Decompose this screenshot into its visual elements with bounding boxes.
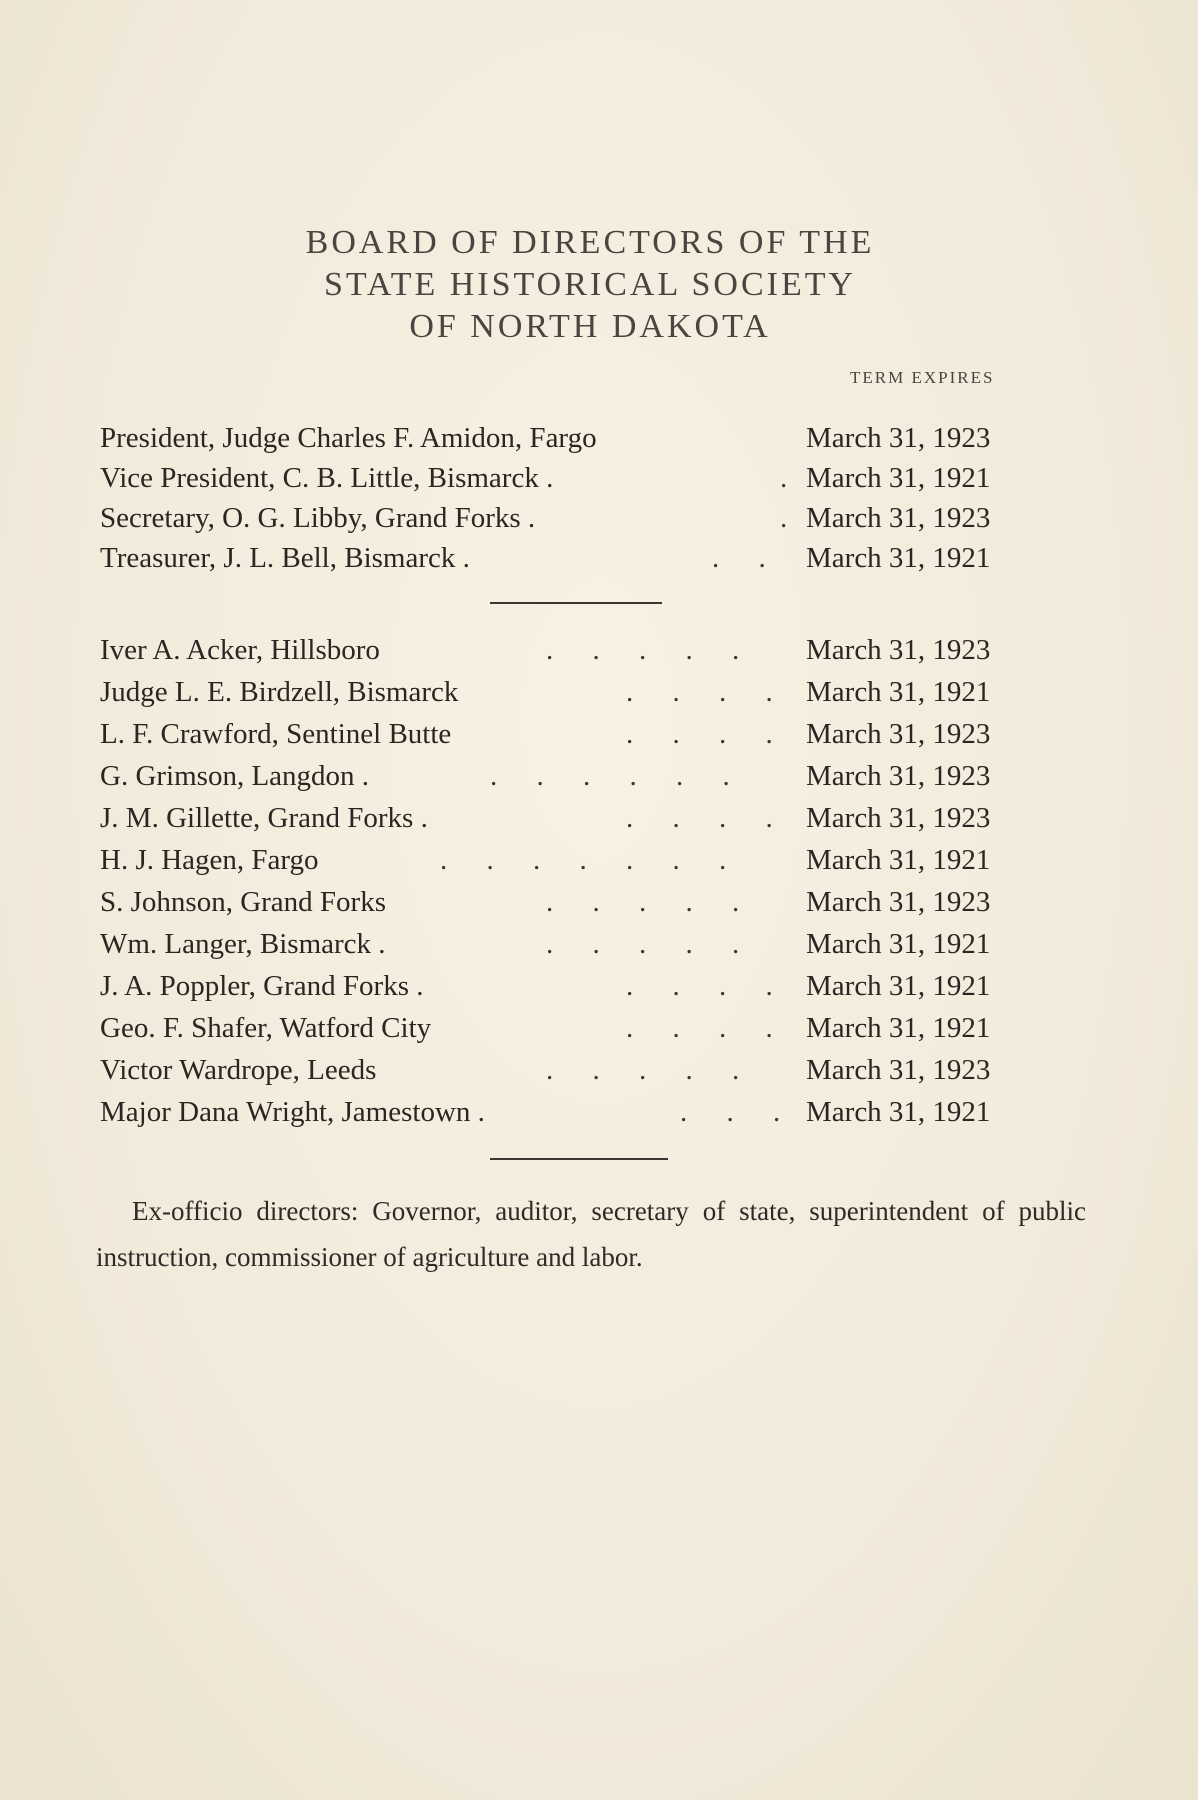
director-name: Victor Wardrope, Leeds bbox=[100, 1054, 377, 1086]
section-divider bbox=[490, 602, 662, 604]
title-line-1: BOARD OF DIRECTORS OF THE bbox=[305, 224, 875, 261]
director-row bbox=[100, 756, 1080, 796]
term-date: March 31, 1921 bbox=[806, 1012, 991, 1044]
term-expires-header: TERM EXPIRES bbox=[850, 368, 995, 387]
term-date: March 31, 1921 bbox=[806, 928, 991, 960]
title-line-2: STATE HISTORICAL SOCIETY bbox=[323, 266, 857, 303]
page-title bbox=[150, 222, 1030, 348]
term-date: March 31, 1923 bbox=[806, 886, 991, 918]
term-date: March 31, 1921 bbox=[806, 844, 991, 876]
director-name: Major Dana Wright, Jamestown . bbox=[100, 1096, 485, 1128]
term-date: March 31, 1923 bbox=[806, 760, 991, 792]
officer-row bbox=[100, 458, 1080, 498]
director-row bbox=[100, 840, 1080, 880]
director-name: L. F. Crawford, Sentinel Butte bbox=[100, 718, 452, 750]
section-divider bbox=[490, 1158, 668, 1160]
term-date: March 31, 1923 bbox=[806, 502, 991, 534]
term-date: March 31, 1923 bbox=[806, 1054, 991, 1086]
director-row bbox=[100, 966, 1080, 1006]
dot-leader: . . bbox=[712, 542, 766, 574]
dot-leader: . . . . . . bbox=[490, 760, 730, 792]
director-name: Wm. Langer, Bismarck . bbox=[100, 928, 386, 960]
dot-leader: . bbox=[780, 462, 788, 494]
dot-leader: . . . . . bbox=[546, 928, 740, 960]
title-line-3: OF NORTH DAKOTA bbox=[409, 308, 771, 345]
officer-name: Vice President, C. B. Little, Bismarck . bbox=[100, 462, 554, 494]
dot-leader: . . . . bbox=[626, 802, 773, 834]
director-name: S. Johnson, Grand Forks bbox=[100, 886, 386, 918]
director-name: G. Grimson, Langdon . bbox=[100, 760, 370, 792]
director-row bbox=[100, 1008, 1080, 1048]
term-date: March 31, 1921 bbox=[806, 1096, 991, 1128]
ex-officio-note: Ex-officio directors: Governor, auditor, secretary of state, superintendent of public instruction, commissioner of agriculture and labor. bbox=[96, 1196, 1086, 1272]
dot-leader: . . . . bbox=[626, 1012, 773, 1044]
term-date: March 31, 1921 bbox=[806, 676, 991, 708]
dot-leader: . . . . . . . bbox=[440, 844, 727, 876]
director-row bbox=[100, 798, 1080, 838]
officer-row bbox=[100, 418, 1080, 458]
term-date: March 31, 1923 bbox=[806, 634, 991, 666]
director-name: Judge L. E. Birdzell, Bismarck bbox=[100, 676, 459, 708]
director-row bbox=[100, 882, 1080, 922]
term-date: March 31, 1921 bbox=[806, 542, 991, 574]
term-date: March 31, 1923 bbox=[806, 718, 991, 750]
director-row bbox=[100, 714, 1080, 754]
dot-leader: . . . . bbox=[626, 970, 773, 1002]
director-row bbox=[100, 1092, 1080, 1132]
term-date: March 31, 1923 bbox=[806, 422, 991, 454]
director-name: H. J. Hagen, Fargo bbox=[100, 844, 319, 876]
director-name: Iver A. Acker, Hillsboro bbox=[100, 634, 380, 666]
dot-leader: . . . . bbox=[626, 718, 773, 750]
term-date: March 31, 1921 bbox=[806, 970, 991, 1002]
dot-leader: . bbox=[780, 502, 788, 534]
officer-row bbox=[100, 538, 1080, 578]
dot-leader: . . . . . bbox=[546, 1054, 740, 1086]
director-name: J. M. Gillette, Grand Forks . bbox=[100, 802, 428, 834]
officer-name: President, Judge Charles F. Amidon, Fargo bbox=[100, 422, 597, 454]
term-date: March 31, 1921 bbox=[806, 462, 991, 494]
director-row bbox=[100, 924, 1080, 964]
dot-leader: . . . . . bbox=[546, 886, 740, 918]
officer-name: Treasurer, J. L. Bell, Bismarck . bbox=[100, 542, 470, 574]
director-name: Geo. F. Shafer, Watford City bbox=[100, 1012, 432, 1044]
dot-leader: . . . . bbox=[626, 676, 773, 708]
director-name: J. A. Poppler, Grand Forks . bbox=[100, 970, 424, 1002]
officer-name: Secretary, O. G. Libby, Grand Forks . bbox=[100, 502, 536, 534]
dot-leader: . . . bbox=[680, 1096, 781, 1128]
officer-row bbox=[100, 498, 1080, 538]
director-row bbox=[100, 630, 1080, 670]
director-row bbox=[100, 672, 1080, 712]
dot-leader: . . . . . bbox=[546, 634, 740, 666]
term-date: March 31, 1923 bbox=[806, 802, 991, 834]
director-row bbox=[100, 1050, 1080, 1090]
